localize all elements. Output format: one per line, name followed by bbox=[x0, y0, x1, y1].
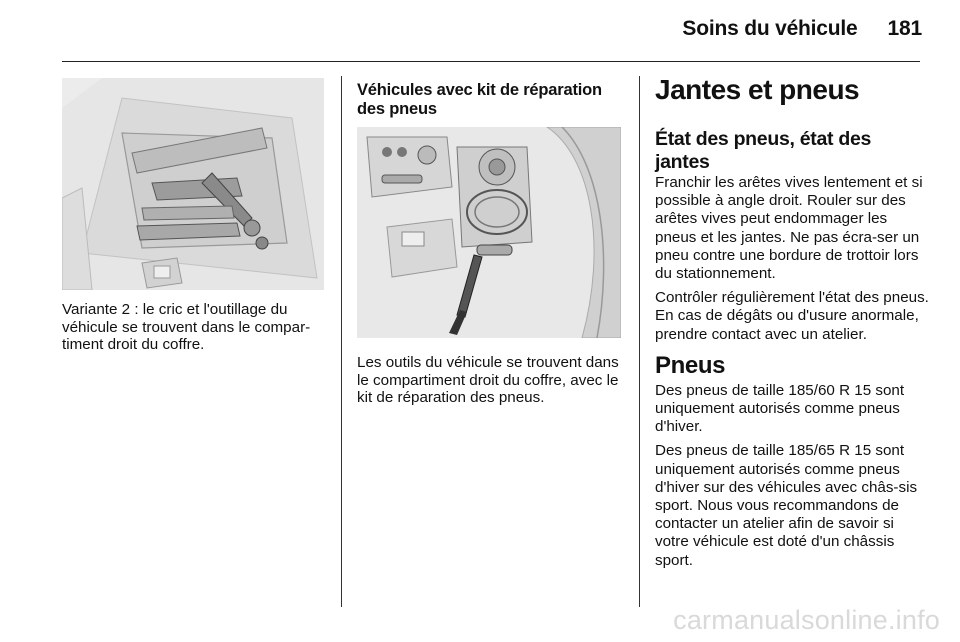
page-header bbox=[682, 17, 922, 41]
para-185-60: Des pneus de taille 185/60 R 15 sont uniquement autorisés comme pneus d'hiver. bbox=[655, 381, 905, 436]
page-number: 181 bbox=[887, 17, 922, 40]
para-185-65: Des pneus de taille 185/65 R 15 sont uniquement autorisés comme pneus d'hiver sur des véhicules avec châs-sis sport. Nous vous recommandons de contacter un atelier afin de savoir si votre véhicule est doté d'un châssis sport. bbox=[655, 442, 918, 569]
section-title-jantes: Jantes et pneus bbox=[655, 74, 860, 105]
left-caption bbox=[62, 301, 328, 354]
repair-kit-svg bbox=[357, 127, 621, 338]
right-column bbox=[655, 128, 930, 576]
watermark: carmanualsonline.info bbox=[673, 605, 940, 635]
para-aretes: Franchir les arêtes vives lentement et si possible à angle droit. Rouler sur des arêtes vives peut endommager les pneus et les jantes. Ne pas écra-ser un pneu contre une bordure de trottoir lors du stationnement. bbox=[655, 174, 923, 283]
subheading-etat: État des pneus, état des jantes bbox=[655, 128, 872, 173]
tyre-repair-kit-illustration bbox=[357, 127, 621, 338]
trunk-jack-tools-illustration bbox=[62, 78, 324, 290]
column-divider-2 bbox=[639, 76, 640, 607]
middle-caption-text: Les outils du véhicule se trouvent dans le compartiment droit du coffre, avec le kit de réparation des pneus. bbox=[357, 354, 619, 407]
middle-heading: Véhicules avec kit de réparation des pneus bbox=[357, 81, 602, 118]
column-divider-1 bbox=[341, 76, 342, 607]
para-controle: Contrôler régulièrement l'état des pneus. En cas de dégâts ou d'usure anormale, prendre contact avec un atelier. bbox=[655, 289, 929, 343]
trunk-illustration-svg bbox=[62, 78, 324, 290]
header-rule bbox=[62, 61, 920, 62]
section-title: Soins du véhicule bbox=[682, 17, 858, 40]
middle-caption bbox=[357, 354, 629, 407]
left-caption-text: Variante 2 : le cric et l'outillage du véhicule se trouvent dans le compar-timent droit du coffre. bbox=[62, 301, 311, 354]
subheading-pneus: Pneus bbox=[655, 351, 726, 379]
